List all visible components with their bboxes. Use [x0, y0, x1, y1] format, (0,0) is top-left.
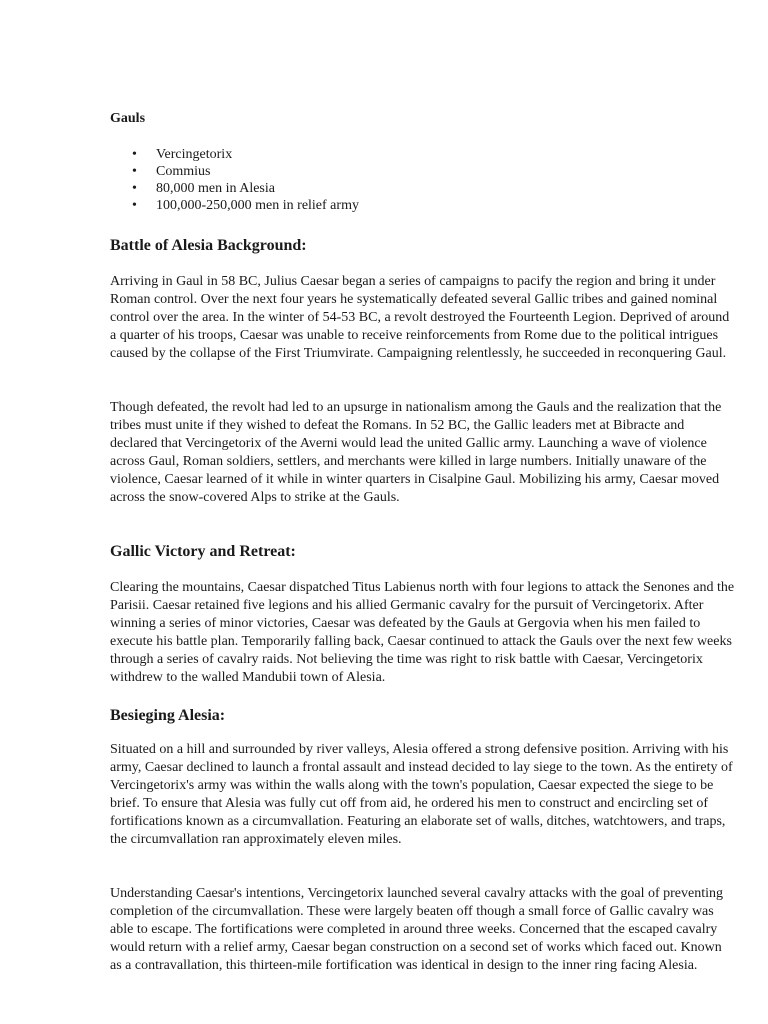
victory-paragraph-1: Clearing the mountains, Caesar dispatched Titus Labienus north with four legions to attack the Senones and the Parisii. Caesar retained five legions and his allied Germanic cavalry for the pursuit of Vercingetorix. After winning a series of minor victories, Caesar was defeated by the Gauls at Gergovia when his men failed to execute his battle plan. Temporarily falling back, Caesar continued to attack the Gauls over the next few weeks through a series of cavalry raids. Not believing the time was right to risk battle with Caesar, Vercingetorix withdrew to the walled Mandubii town of Alesia. — [110, 580, 735, 685]
siege-heading: Besieging Alesia: — [110, 707, 226, 724]
siege-paragraph-2: Understanding Caesar's intentions, Vercingetorix launched several cavalry attacks with the goal of preventing completion of the circumvallation. These were largely beaten off though a small force of Gallic cavalry was able to escape. The fortifications were completed in around three weeks. Concerned that the escaped cavalry would return with a relief army, Caesar began construction on a second set of works which faced out. Known as a contravallation, this thirteen-mile fortification was identical in design to the inner ring facing Alesia. — [110, 886, 724, 973]
list-item: • 80,000 men in Alesia — [110, 180, 359, 197]
list-item: • Vercingetorix — [110, 146, 359, 163]
gauls-heading: Gauls — [110, 111, 146, 126]
background-paragraph-2: Though defeated, the revolt had led to an upsurge in nationalism among the Gauls and the realization that the tribes must unite if they wished to defeat the Romans. In 52 BC, the Gallic leaders met at Bibracte and declared that Vercingetorix of the Averni would lead the united Gallic army. Launching a wave of violence across Gaul, Roman soldiers, settlers, and merchants were killed in large numbers. Initially unaware of the violence, Caesar learned of it while in winter quarters in Cisalpine Gaul. Mobilizing his army, Caesar moved across the snow-covered Alps to strike at the Gauls. — [110, 400, 722, 505]
background-heading: Battle of Alesia Background: — [110, 237, 307, 254]
background-paragraph-1: Arriving in Gaul in 58 BC, Julius Caesar began a series of campaigns to pacify the region and bring it under Roman control. Over the next four years he systematically defeated several Gallic tribes and gained nominal control over the area. In the winter of 54-53 BC, a revolt destroyed the Fourteenth Legion. Deprived of around a quarter of his troops, Caesar was unable to receive reinforcements from Rome due to the political intrigues caused by the collapse of the First Triumvirate. Campaigning relentlessly, he succeeded in reconquering Gaul. — [110, 274, 730, 361]
gauls-list — [110, 146, 359, 214]
list-item: • Commius — [110, 163, 359, 180]
victory-heading: Gallic Victory and Retreat: — [110, 543, 296, 560]
list-item: • 100,000-250,000 men in relief army — [110, 197, 359, 214]
siege-paragraph-1: Situated on a hill and surrounded by river valleys, Alesia offered a strong defensive position. Arriving with his army, Caesar declined to launch a frontal assault and instead decided to lay siege to the town. As the entirety of Vercingetorix's army was within the walls along with the town's population, Caesar expected the siege to be brief. To ensure that Alesia was fully cut off from aid, he ordered his men to construct and encircling set of fortifications known as a circumvallation. Featuring an elaborate set of walls, ditches, watchtowers, and traps, the circumvallation ran approximately eleven miles. — [110, 742, 733, 847]
